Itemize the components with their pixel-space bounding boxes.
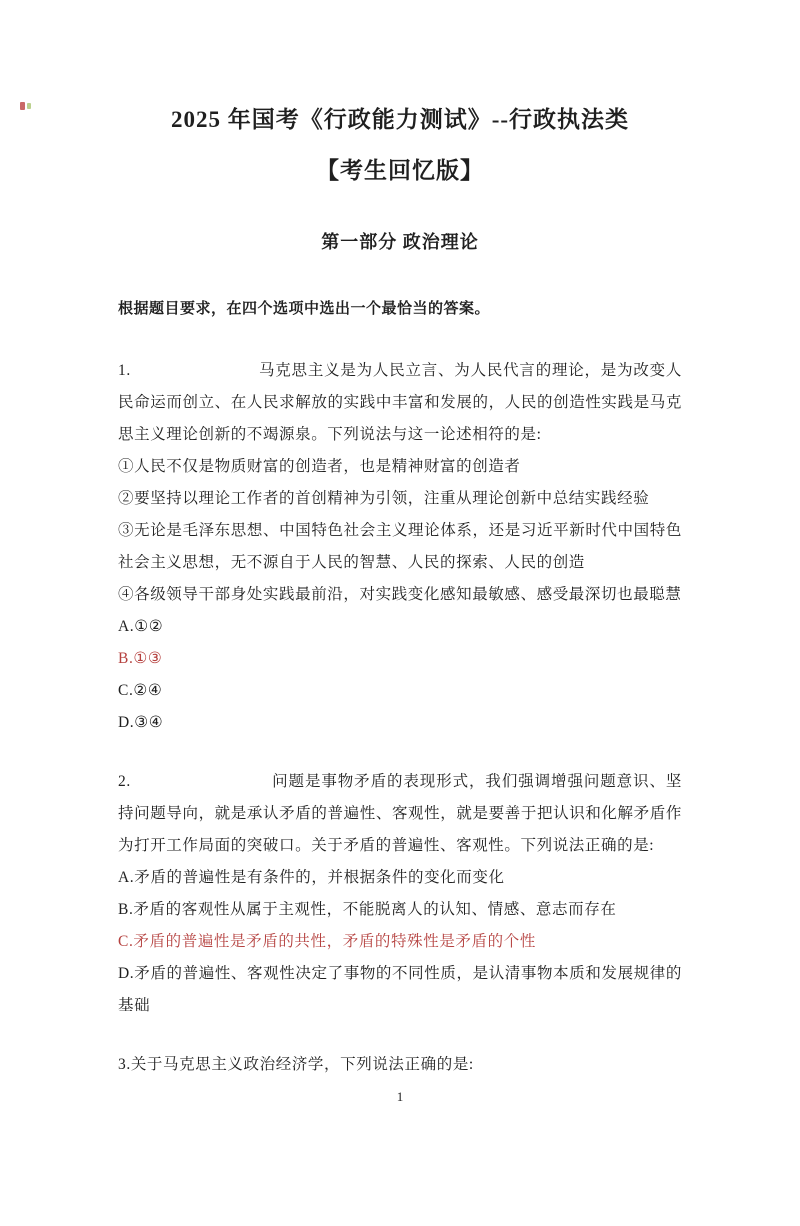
question-2-option-d: D.矛盾的普遍性、客观性决定了事物的不同性质，是认清事物本质和发展规律的基础 <box>118 965 682 1014</box>
stem-gap <box>131 374 259 375</box>
question-2-option-c-highlighted: C.矛盾的普遍性是矛盾的共性，矛盾的特殊性是矛盾的个性 <box>118 933 536 950</box>
question-3-number: 3. <box>118 1056 131 1073</box>
question-1-option-b-highlighted: B.①③ <box>118 650 163 667</box>
question-2-option-a: A.矛盾的普遍性是有条件的，并根据条件的变化而变化 <box>118 869 505 886</box>
question-1-stem-text: 马克思主义是为人民立言、为人民代言的理论，是为改变人民命运而创立、在人民求解放的实践中丰富和发展的，人民的创造性实践是马克思主义理论创新的不竭源泉。下列说法与这一论述相符的是: <box>118 362 682 443</box>
question-1-item-4: ④各级领导干部身处实践最前沿，对实践变化感知最敏感、感受最深切也最聪慧 <box>118 586 682 603</box>
exam-document-page <box>0 94 800 1107</box>
document-title-line2: 【考生回忆版】 <box>316 158 484 183</box>
question-2-stem-text: 问题是事物矛盾的表现形式，我们强调增强问题意识、坚持问题导向，就是承认矛盾的普遍性、客观性，就是要善于把认识和化解矛盾作为打开工作局面的突破口。关于矛盾的普遍性、客观性。下列说法正确的是: <box>118 773 682 854</box>
question-1-item-2: ②要坚持以理论工作者的首创精神为引领，注重从理论创新中总结实践经验 <box>118 490 650 507</box>
stem-gap <box>131 785 272 786</box>
question-1-option-c: C.②④ <box>118 682 163 699</box>
question-2-number: 2. <box>118 773 131 790</box>
exam-instruction: 根据题目要求，在四个选项中选出一个最恰当的答案。 <box>118 301 491 317</box>
question-1-stem <box>118 355 682 451</box>
question-1 <box>118 355 682 739</box>
question-2 <box>118 766 682 1022</box>
question-1-number: 1. <box>118 362 131 379</box>
question-1-item-1: ①人民不仅是物质财富的创造者，也是精神财富的创造者 <box>118 458 521 475</box>
page-number: 1 <box>396 1089 404 1104</box>
question-1-option-a: A.①② <box>118 618 164 635</box>
question-3-stem-text: 关于马克思主义政治经济学，下列说法正确的是: <box>130 1056 474 1073</box>
question-3-stem <box>118 1049 682 1081</box>
document-title-line1: 2025 年国考《行政能力测试》--行政执法类 <box>170 107 630 132</box>
section-heading: 第一部分 政治理论 <box>321 232 479 252</box>
question-3 <box>118 1049 682 1081</box>
question-2-option-b: B.矛盾的客观性从属于主观性，不能脱离人的认知、情感、意志而存在 <box>118 901 617 918</box>
question-2-stem <box>118 766 682 862</box>
document-title <box>118 94 682 196</box>
scan-artifact-icon <box>19 100 33 113</box>
question-1-option-d: D.③④ <box>118 714 164 731</box>
question-1-item-3: ③无论是毛泽东思想、中国特色社会主义理论体系，还是习近平新时代中国特色社会主义思想，无不源自于人民的智慧、人民的探索、人民的创造 <box>118 522 682 571</box>
